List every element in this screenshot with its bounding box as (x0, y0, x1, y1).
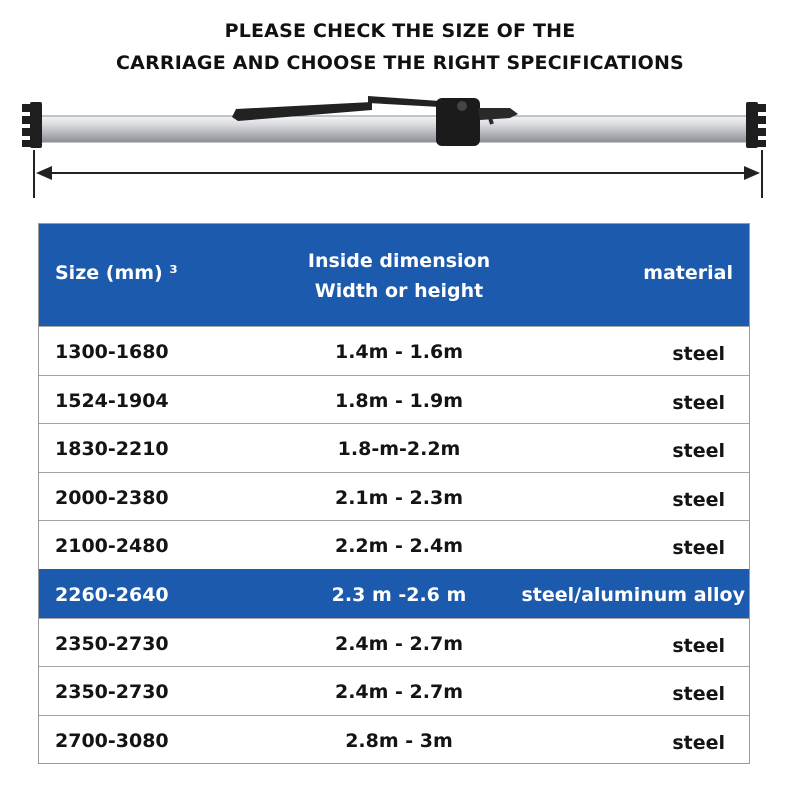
size-cell: 2350-2730 (55, 632, 169, 655)
heading-line-1: PLEASE CHECK THE SIZE OF THE (224, 20, 576, 42)
inside-cell: 2.4m - 2.7m (334, 681, 464, 704)
size-cell: 1830-2210 (55, 438, 169, 461)
dimension-arrow-icon (34, 150, 762, 198)
header-size: Size (mm) ³ (55, 262, 178, 284)
table-row (39, 618, 749, 667)
table-row (39, 715, 749, 764)
material-cell: steel (672, 683, 725, 706)
cargo-bar-illustration (0, 0, 800, 220)
table-header (39, 224, 749, 326)
table-row (39, 326, 749, 375)
material-cell: steel (672, 343, 725, 365)
material-cell: steel (672, 634, 725, 657)
inside-cell: 1.4m - 1.6m (334, 341, 464, 363)
size-cell: 2100-2480 (55, 535, 169, 558)
heading-line-2: CARRIAGE AND CHOOSE THE RIGHT SPECIFICATIONS (116, 52, 684, 74)
material-cell: steel (672, 731, 725, 754)
header-inside-line-2: Width or height (314, 280, 484, 302)
right-foot-pad-icon (746, 102, 766, 148)
size-cell: 2260-2640 (55, 583, 169, 606)
size-cell: 2350-2730 (55, 681, 169, 704)
table-row (39, 375, 749, 424)
inside-cell: 2.2m - 2.4m (334, 535, 464, 558)
inside-cell: 2.1m - 2.3m (334, 486, 464, 509)
table-row (39, 520, 749, 569)
size-cell: 1524-1904 (55, 389, 169, 412)
header-inside-dimension (239, 246, 559, 306)
specification-table (38, 223, 750, 764)
inside-cell: 2.3 m -2.6 m (331, 583, 467, 606)
inside-cell: 2.8m - 3m (345, 729, 453, 752)
material-cell: steel (672, 391, 725, 414)
size-cell: 2000-2380 (55, 486, 169, 509)
inside-cell: 1.8-m-2.2m (337, 438, 461, 461)
table-row (39, 472, 749, 521)
table-row (39, 666, 749, 715)
size-cell: 1300-1680 (55, 341, 169, 363)
table-row (39, 423, 749, 472)
material-cell: steel (672, 440, 725, 463)
size-cell: 2700-3080 (55, 729, 169, 752)
inside-cell: 2.4m - 2.7m (334, 632, 464, 655)
header-material: material (643, 262, 733, 284)
cargo-bar-tube (38, 116, 750, 142)
material-cell: steel/aluminum alloy (521, 583, 745, 606)
material-cell: steel (672, 488, 725, 511)
inside-cell: 1.8m - 1.9m (334, 389, 464, 412)
header-inside-line-1: Inside dimension (307, 250, 491, 272)
table-row-highlighted (39, 569, 749, 618)
left-foot-pad-icon (22, 102, 42, 148)
material-cell: steel (672, 537, 725, 560)
